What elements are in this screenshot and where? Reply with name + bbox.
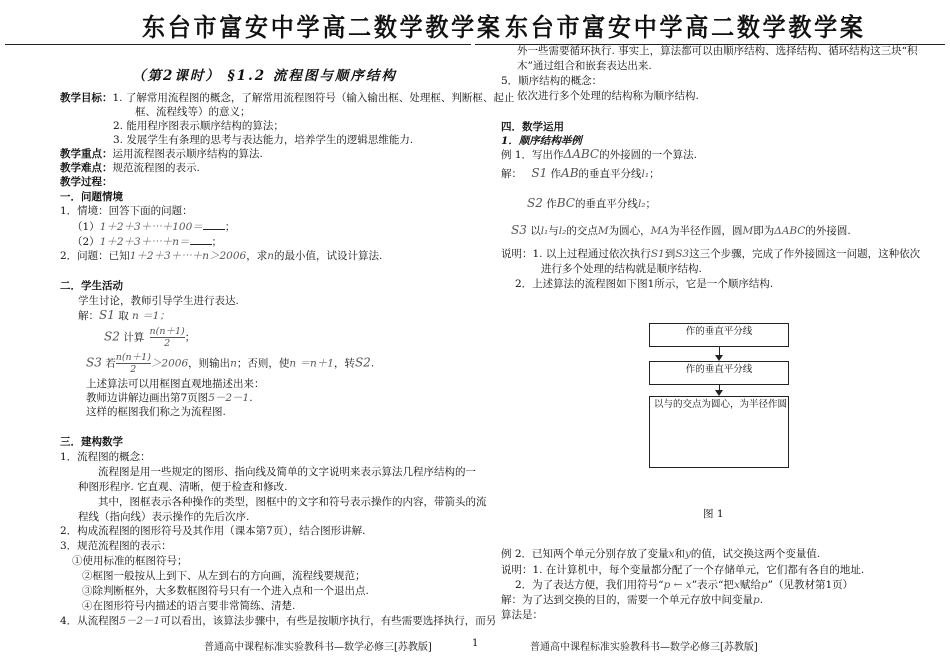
sol-step3-label: S3: [511, 223, 527, 237]
s3-line4: 其中，图框表示各种操作的类型，图框中的文字和符号表示操作的内容，带箭头的流: [98, 496, 487, 508]
sol-step1-l1: l₁: [641, 168, 650, 180]
problem-n: n: [267, 250, 274, 262]
sol-step2-label: S2: [527, 196, 543, 210]
difficulty-text: 规范流程图的表示.: [112, 162, 200, 174]
q1-blank: [203, 220, 225, 230]
sol-step3-is: 即为: [753, 225, 775, 237]
ex2-and: 和: [674, 548, 685, 560]
s2-line7: 这样的框图我们称之为流程图.: [86, 406, 226, 418]
sol-step2-end: ；: [645, 198, 657, 210]
key-text: 运用流程图表示顺序结构的算法.: [112, 148, 263, 160]
note1-rest: 这三个步骤，完成了作外接圆这一问题，这种依次: [689, 248, 921, 260]
sol-step1-label: S1: [531, 166, 548, 180]
q2-math: 1＋2＋3＋⋯＋n＝: [99, 236, 190, 248]
s2-step3-label: S3: [86, 355, 102, 370]
sol-step2-bc: BC: [556, 196, 575, 210]
r-line4: 依次进行多个处理的结构称为顺序结构.: [517, 90, 699, 102]
section-1-heading: 一．问题情境: [60, 191, 123, 203]
s3-rule3: ③除判断框外，大多数框图符号只有一个进入点和一个退出点.: [82, 585, 369, 597]
q2-number: （2）: [72, 236, 100, 248]
s2-step1-label: S1: [99, 308, 115, 322]
footer-left: 普通高中课程标准实验教科书—数学必修三[苏教版]: [204, 642, 432, 653]
q1-math: 1＋2＋3＋⋯＋100＝: [99, 221, 203, 233]
sol-step3-m2: M: [742, 225, 754, 237]
sol-step2-bisector: 的垂直平分线: [574, 198, 638, 210]
s3-line5: 程线（指向线）表示操作的先后次序.: [78, 511, 250, 523]
s2-step2-fraction: [150, 326, 185, 349]
s2-step3-else: ；否则，使: [236, 357, 290, 370]
sol-step1-ab: AB: [561, 166, 579, 180]
sol-step3-with: 以: [530, 225, 541, 237]
s2-step2-text: 计算: [123, 331, 145, 344]
sol-step3-radius: 为半径作圆，圆: [668, 225, 743, 237]
note2: 2．上述算法的流程图如下图1所示，它是一个顺序结构.: [515, 278, 774, 290]
s2-line6-fig: 5－2－1: [208, 392, 250, 404]
s3-rule1: ①使用标准的框图符号；: [72, 555, 188, 567]
s3-line2: 流程图是用一些规定的图形、指向线及简单的文字说明来表示算法几程序结构的一: [98, 466, 476, 478]
s3-line6: 2．构成流程图的图形符号及其作用（课本第7页），结合图形讲解.: [60, 525, 366, 537]
key-label: 教学重点：: [60, 148, 113, 160]
ex1-text: 例 1．写出作: [501, 149, 564, 161]
s2-sol-label: 解：: [78, 310, 99, 322]
sol-step1-text: 作: [550, 168, 562, 180]
header-rule-left: [5, 44, 471, 45]
objective-1a: 1. 了解常用流程图的概念，了解常用流程图符号（输入输出框、处理框、判断框、起止: [112, 92, 515, 104]
page-header-right: 东台市富安中学高二数学教学案: [505, 13, 866, 42]
s2-step3-end: .: [370, 357, 375, 370]
problem-text-a: 2．问题：已知: [60, 250, 130, 262]
s2-step2-label: S2: [104, 329, 120, 344]
objective-2: 2. 能用程序图表示顺序结构的算法；: [113, 120, 284, 132]
footer-right: 普通高中课程标准实验教科书—数学必修三[苏教版]: [530, 642, 758, 653]
s2-step3-fraction: [116, 352, 151, 375]
sol-step1-bisector: 的垂直平分线: [578, 168, 642, 180]
ex2-note2-ref: ”（见教材第1页）: [767, 579, 854, 591]
s2-step1-text: 取: [118, 310, 129, 322]
problem-text-c: 的最小值，试设计算法.: [273, 250, 383, 262]
s2-step3-ineq: ＞2006: [150, 357, 189, 370]
s2-step3-incr: n ＝n＋1: [289, 357, 334, 370]
note1-to: 到: [664, 248, 676, 260]
s2-step2-end: ；: [184, 331, 196, 344]
sol-step2-text: 作: [546, 198, 557, 210]
ex1-text-b: 的外接圆的一个算法.: [599, 149, 697, 161]
s2-line6-end: .: [249, 392, 253, 404]
s2-line5: 上述算法可以用框图直观地描述出来：: [86, 378, 265, 390]
sol-label: 解：: [501, 168, 522, 180]
ex2-sol-p: p: [753, 594, 760, 606]
section-2-heading: 二．学生活动: [60, 280, 123, 292]
s2-line6-text: 教师边讲解边画出第7页图: [86, 392, 209, 404]
ex2-sol-end: .: [759, 594, 764, 606]
page-number: 1: [472, 638, 479, 649]
ex2-note2-means: ”表示“把: [691, 579, 734, 591]
s3-line12-fig: 5－2－1: [119, 615, 161, 627]
objectives-label: 教学目标：: [60, 92, 113, 104]
s3-line7: 3．规范流程图的表示：: [60, 540, 172, 552]
sol-step3-end: 的外接圆.: [805, 225, 851, 237]
left-page: 东台市富安中学高二数学教学案 （第2课时） §1.2 流程图与顺序结构 教学目标：1. 了解常用流程图的概念，了解常用流程图符号（输入输出框、处理框、判断框、起止 框、流程线等）的意义； 2. 能用程序图表示顺序结构的算法； 3. 发展学生有条理的思考与表达能力，培养学生的逻辑思维能力. 教学重点：运用流程图表示顺序结构的算法. 教学难点：规范流程图的表示. 教学过程： 一．问题情境 1．情境：回答下面的问题： （1）1＋2＋3＋⋯＋100＝ ； （2）1＋2＋3＋⋯＋n＝ ； 2．问题：已知1＋2＋3＋⋯＋n＞2006，求n的最小值，试设计算法. 二．学生活动 学生讨论，教师引导学生进行表达. 解：S1 取 n ＝1； S2 计算 $\frac{n(n+1)}{2}$ ； S3 若 $\frac{n(n+1)}{2}$ ＞2006，则输出n；否则，使n ＝n＋1，转S2. 上述算法可以用框图直观地描述出来： 教师边讲解边画出第7页图5－2－1. 这样的框图我们称之为流程图. 三．建构数学 1．流程图的概念： 流程图是用一些规定的图形、指向线及简单的文字说明来表示算法几程序结构的一 种图形程序. 它直观、清晰，便于检查和修改. 其中，图框表示各种操作的类型，图框中的文字和符号表示操作的内容，带箭头的流 程线（指向线）表示操作的先后次序. 2．构成流程图的图形符号及其作用（课本第7页），结合图形讲解. 3．规范流程图的表示： ①使用标准的框图符号； ②框图一般按从上到下、从左到右的方向画，流程线要规范； ③除判断框外，大多数框图符号只有一个进入点和一个退出点. ④在图形符号内描述的语言要非常简练、清楚. 4．从流程图5－2－1可以看出，该算法步骤中，有些是按顺序执行，有些需要选择执行，而另 普通高中课程标准实验教科书—数学必修三[苏教版] 1: [0, 0, 475, 671]
ex1-triangle: ΔABC: [563, 147, 600, 161]
sol-step1-end: ；: [649, 168, 660, 180]
flow-box-2: 作的垂直平分线: [649, 361, 789, 385]
right-page: [475, 0, 950, 671]
s2-step3-then: ，则输出: [188, 357, 231, 370]
s2-step2-numerator: n(n＋1): [149, 326, 185, 337]
sol-step3-and: 与: [548, 225, 559, 237]
subsection-1-heading: 1．顺序结构举例: [501, 135, 582, 147]
problem-text-b: ，求: [246, 250, 268, 262]
objective-3: 3. 发展学生有条理的思考与表达能力，培养学生的逻辑思维能力.: [113, 134, 414, 146]
s3-rule2: ②框图一般按从上到下、从左到右的方向画，流程线要规范；: [82, 570, 366, 582]
ex2-note2-x: x: [733, 579, 740, 591]
sol-step3-center: 为圆心，: [608, 225, 651, 237]
s2-step3-n: n: [230, 357, 237, 370]
s2-step3-numerator: n(n＋1): [115, 352, 151, 363]
s3-rule4: ④在图形符号内描述的语言要非常简练、清楚.: [82, 600, 296, 612]
s2-line1: 学生讨论，教师引导学生进行表达.: [78, 295, 239, 307]
s3-line12-rest: 可以看出，该算法步骤中，有些是按顺序执行，有些需要选择执行，而另: [160, 615, 497, 627]
ex2-note2-to: 赋给: [739, 579, 761, 591]
ex2-text: 例 2．已知两个单元分别存放了变量: [501, 548, 669, 560]
sol-step2-l2: l₂: [637, 198, 646, 210]
page-header-left: 东台市富安中学高二数学教学案: [142, 13, 503, 42]
ex2-algorithm-label: 算法是：: [501, 609, 543, 621]
flow-box-1: 作的垂直平分线: [649, 323, 789, 347]
ex2-note2-p: p: [760, 579, 768, 591]
s2-step3-if: 若: [105, 357, 116, 370]
sol-step3-l2: l₂: [558, 225, 567, 237]
r-line1: 外一些需要循环执行. 事实上，算法都可以由顺序结构、选择结构、循环结构这三块“积: [517, 45, 918, 57]
r-line2: 木”通过组合和嵌套表达出来.: [517, 60, 652, 72]
sol-step3-triangle: ΔABC: [774, 225, 806, 237]
s2-step3-goto: ，转: [333, 357, 355, 370]
sol-step3-m: M: [597, 225, 609, 237]
ex2-y: y: [684, 548, 691, 560]
figure-caption: 图 1: [703, 508, 724, 520]
note1-text: 说明：1. 以上过程通过依次执行: [501, 248, 651, 260]
lesson-title: （第2课时） §1.2 流程图与顺序结构: [132, 68, 397, 84]
ex2-note1: 说明：1. 在计算机中，每个变量都分配了一个存储单元，它们都有各自的地址.: [501, 564, 865, 576]
s2-step3-target: S2: [354, 355, 371, 370]
s3-line12-text: 4．从流程图: [60, 615, 120, 627]
ex2-note2-text: 2．为了表达方便，我们用符号“: [515, 579, 664, 591]
ex2-sol-text: 解：为了达到交换的目的，需要一个单元存放中间变量: [501, 594, 753, 606]
process-label: 教学过程：: [60, 176, 113, 188]
section-3-heading: 三．建构数学: [60, 436, 123, 448]
ex2-note2-assign: p ← x: [663, 579, 692, 591]
ex2-x: x: [668, 548, 675, 560]
s2-step1-math: n ＝1；: [132, 310, 170, 322]
note1-s3: S3: [675, 248, 690, 260]
s2-step3-denominator: 2: [130, 364, 137, 375]
sol-step3-intersect: 的交点: [566, 225, 598, 237]
s3-line3: 种图形程序. 它直观、清晰，便于检查和修改.: [78, 481, 288, 493]
problem-math: 1＋2＋3＋⋯＋n＞2006: [129, 250, 247, 262]
section-4-heading: 四．数学运用: [501, 121, 564, 133]
note1-s1: S1: [650, 248, 665, 260]
q1-number: （1）: [72, 221, 100, 233]
sol-step3-ma: MA: [650, 225, 669, 237]
s1-line1: 1．情境：回答下面的问题：: [60, 205, 193, 217]
note1-line2: 进行多个处理的结构就是顺序结构.: [541, 263, 702, 275]
sol-step3-l1: l₁: [540, 225, 549, 237]
r-line3: 5．顺序结构的概念：: [501, 75, 603, 87]
objective-1b: 框、流程线等）的意义；: [135, 106, 251, 118]
flow-box-3: 以与的交点为圆心，为半径作圆: [649, 396, 789, 468]
s2-step2-denominator: 2: [164, 338, 171, 349]
s3-line1: 1．流程图的概念：: [60, 451, 151, 463]
q2-blank: [190, 235, 212, 245]
ex2-rest: 的值，试交换这两个变量值.: [690, 548, 821, 560]
difficulty-label: 教学难点：: [60, 162, 113, 174]
